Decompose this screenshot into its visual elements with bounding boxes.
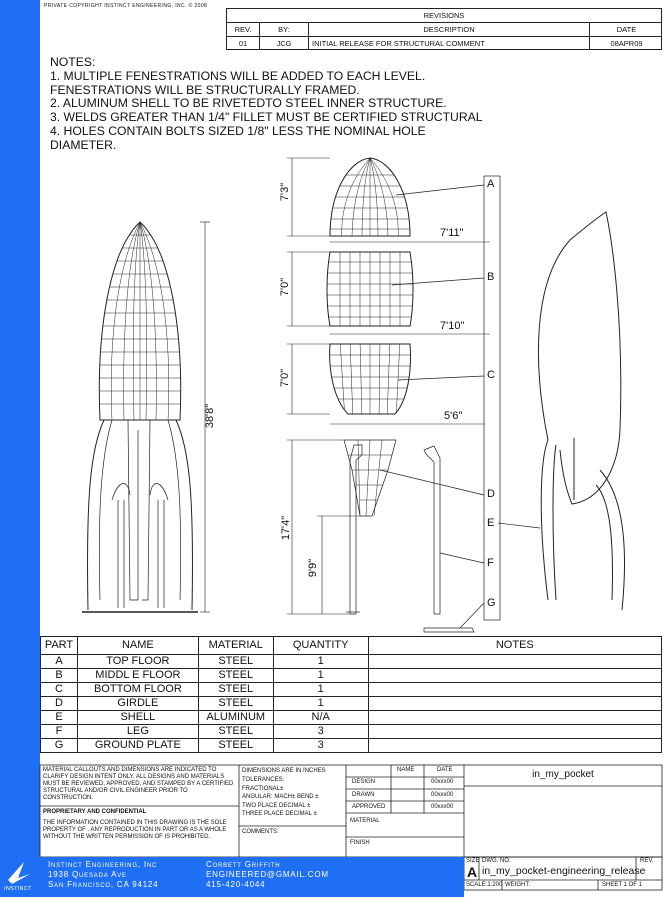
middle-width-label: 7'10" xyxy=(440,320,465,332)
two-place-text: TWO PLACE DECIMAL ± xyxy=(242,803,311,809)
part-cell: G xyxy=(41,739,78,753)
callout-c: C xyxy=(487,369,495,381)
part-header: PART xyxy=(41,637,78,655)
logo-text: INSTINCT xyxy=(4,886,32,892)
contact-name: Corbett Griffith xyxy=(206,860,281,869)
quantity-cell: 1 xyxy=(273,669,368,683)
quantity-header: QUANTITY xyxy=(273,637,368,655)
date-header: DATE xyxy=(616,25,637,34)
name-cell: LEG xyxy=(77,725,198,739)
fractional-text: FRACTIONAL± xyxy=(242,786,284,792)
note-line: 1. MULTIPLE FENESTRATIONS WILL BE ADDED TO EACH LEVEL. xyxy=(50,68,426,83)
bottom-height-label: 7'0" xyxy=(279,368,292,388)
note-line: DIAMETER. xyxy=(50,137,117,152)
quantity-cell: 1 xyxy=(273,697,368,711)
revisions-title: REVISIONS xyxy=(423,11,465,20)
overall-height-label: 38'8" xyxy=(204,403,217,429)
rev-header: REV. xyxy=(227,23,260,36)
top-width-label: 7'11" xyxy=(440,227,464,239)
comments-label: COMMENTS: xyxy=(242,829,279,835)
note-line: FENESTRATIONS WILL BE STRUCTURALLY FRAMED. xyxy=(50,82,360,97)
leg-height-label: 9'9" xyxy=(307,558,320,578)
project-title: in_my_pocket xyxy=(532,769,594,780)
material-cell: STEEL xyxy=(198,739,273,753)
units-text: DIMENSIONS ARE IN INCHES xyxy=(242,768,326,774)
part-cell: B xyxy=(41,669,78,683)
disclaimer-text: MATERIAL CALLOUTS AND DIMENSIONS ARE INDICATED TO CLARIFY DESIGN INTENT ONLY. ALL DESIGNS AND MATERIALS MUST BE REVIEWED, APPROVED, AND STAMPED BY A CERTIFIED STRUCTURAL AND/OR CIVIL ENGINEER PRIOR TO CONSTRUCTION. xyxy=(43,767,234,801)
approved-label: APPROVED xyxy=(352,804,386,810)
proprietary-title: PROPRIETARY AND CONFIDENTIAL xyxy=(43,809,147,815)
three-place-text: THREE PLACE DECIMAL ± xyxy=(242,811,317,817)
date-column-header: DATE xyxy=(437,767,453,773)
bottom-width-label: 5'6" xyxy=(444,410,463,422)
weight-text: WEIGHT: xyxy=(505,882,530,888)
description-header: DESCRIPTION xyxy=(309,23,590,36)
callout-a: A xyxy=(487,178,495,190)
description-value: INITIAL RELEASE FOR STRUCTURAL COMMENT xyxy=(309,37,590,50)
callout-d: D xyxy=(487,488,495,500)
material-header: MATERIAL xyxy=(198,637,273,655)
proprietary-text: THE INFORMATION CONTAINED IN THIS DRAWING IS THE SOLE PROPERTY OF . ANY REPRODUCTION IN PART OR AS A WHOLE WITHOUT THE WRITTEN PERMISSION OF IS PROHIBITED. xyxy=(43,820,227,840)
quantity-cell: N/A xyxy=(273,711,368,725)
callout-g: G xyxy=(487,597,496,609)
notes-heading: NOTES: xyxy=(50,55,96,69)
design-date: 00xxx00 xyxy=(431,779,454,785)
angular-text: ANGULAR: MACH± BEND ± xyxy=(242,794,319,800)
note-line: 2. ALUMINUM SHELL TO BE RIVETEDTO STEEL INNER STRUCTURE. xyxy=(50,96,447,111)
part-cell: E xyxy=(41,711,78,725)
name-header: NAME xyxy=(77,637,198,655)
name-cell: MIDDL E FLOOR xyxy=(77,669,198,683)
notes-header: NOTES xyxy=(368,637,661,655)
callout-b: B xyxy=(487,271,495,283)
finish-label: FINISH xyxy=(350,840,370,846)
name-cell: SHELL xyxy=(77,711,198,725)
rev-label: REV. xyxy=(640,858,654,864)
note-line: 3. WELDS GREATER THAN 1/4" FILLET MUST BE CERTIFIED STRUCTURAL xyxy=(50,110,483,125)
company-city: San Francisco, CA 94124 xyxy=(48,880,159,889)
name-cell: GROUND PLATE xyxy=(77,739,198,753)
scale-text: SCALE:1:200 xyxy=(466,882,503,888)
part-cell: A xyxy=(41,655,78,669)
top-height-label: 7'3" xyxy=(279,182,292,202)
rev-value: 01 xyxy=(227,37,260,50)
part-cell: D xyxy=(41,697,78,711)
quantity-cell: 1 xyxy=(273,655,368,669)
name-cell: TOP FLOOR xyxy=(77,655,198,669)
material-cell: STEEL xyxy=(198,683,273,697)
quantity-cell: 3 xyxy=(273,739,368,753)
company-name: Instinct Engineering, Inc xyxy=(48,860,158,869)
design-label: DESIGN xyxy=(352,779,376,785)
part-cell: F xyxy=(41,725,78,739)
drawn-date: 00xxx00 xyxy=(431,792,454,798)
name-cell: BOTTOM FLOOR xyxy=(77,683,198,697)
name-column-header: NAME xyxy=(397,767,415,773)
date-value: 08APR09 xyxy=(610,39,643,48)
tolerances-text: TOLERANCES: xyxy=(242,777,285,783)
size-label: SIZE xyxy=(466,858,480,864)
quantity-cell: 3 xyxy=(273,725,368,739)
material-cell: STEEL xyxy=(198,669,273,683)
callout-f: F xyxy=(487,557,494,569)
drawn-label: DRAWN xyxy=(352,792,375,798)
approved-date: 00xxx00 xyxy=(431,804,454,810)
base-height-label: 17'4" xyxy=(280,515,293,541)
middle-height-label: 7'0" xyxy=(279,277,292,297)
size-value: A xyxy=(467,864,478,880)
by-value: JCG xyxy=(260,37,309,50)
material-cell: STEEL xyxy=(198,725,273,739)
contact-phone: 415-420-4044 xyxy=(206,880,266,889)
material-cell: STEEL xyxy=(198,655,273,669)
note-line: 4. HOLES CONTAIN BOLTS SIZED 1/8" LESS THE NOMINAL HOLE xyxy=(50,123,426,138)
callout-e: E xyxy=(487,517,495,529)
part-cell: C xyxy=(41,683,78,697)
dwg-number: in_my_pocket-engineering_release xyxy=(482,865,646,877)
contact-email: ENGINEERED@GMAIL.COM xyxy=(206,870,329,879)
material-label: MATERIAL xyxy=(350,818,380,824)
company-street: 1938 Quesada Ave xyxy=(48,870,127,879)
material-cell: ALUMINUM xyxy=(198,711,273,725)
quantity-cell: 1 xyxy=(273,683,368,697)
copyright-notice: PRIVATE COPYRIGHT INSTINCT ENGINEERING, INC. © 2008 xyxy=(44,3,208,9)
by-header: BY: xyxy=(260,23,309,36)
dwg-label: DWG. NO. xyxy=(482,858,511,864)
material-cell: STEEL xyxy=(198,697,273,711)
name-cell: GIRDLE xyxy=(77,697,198,711)
sheet-text: SHEET 1 OF 1 xyxy=(602,882,642,888)
